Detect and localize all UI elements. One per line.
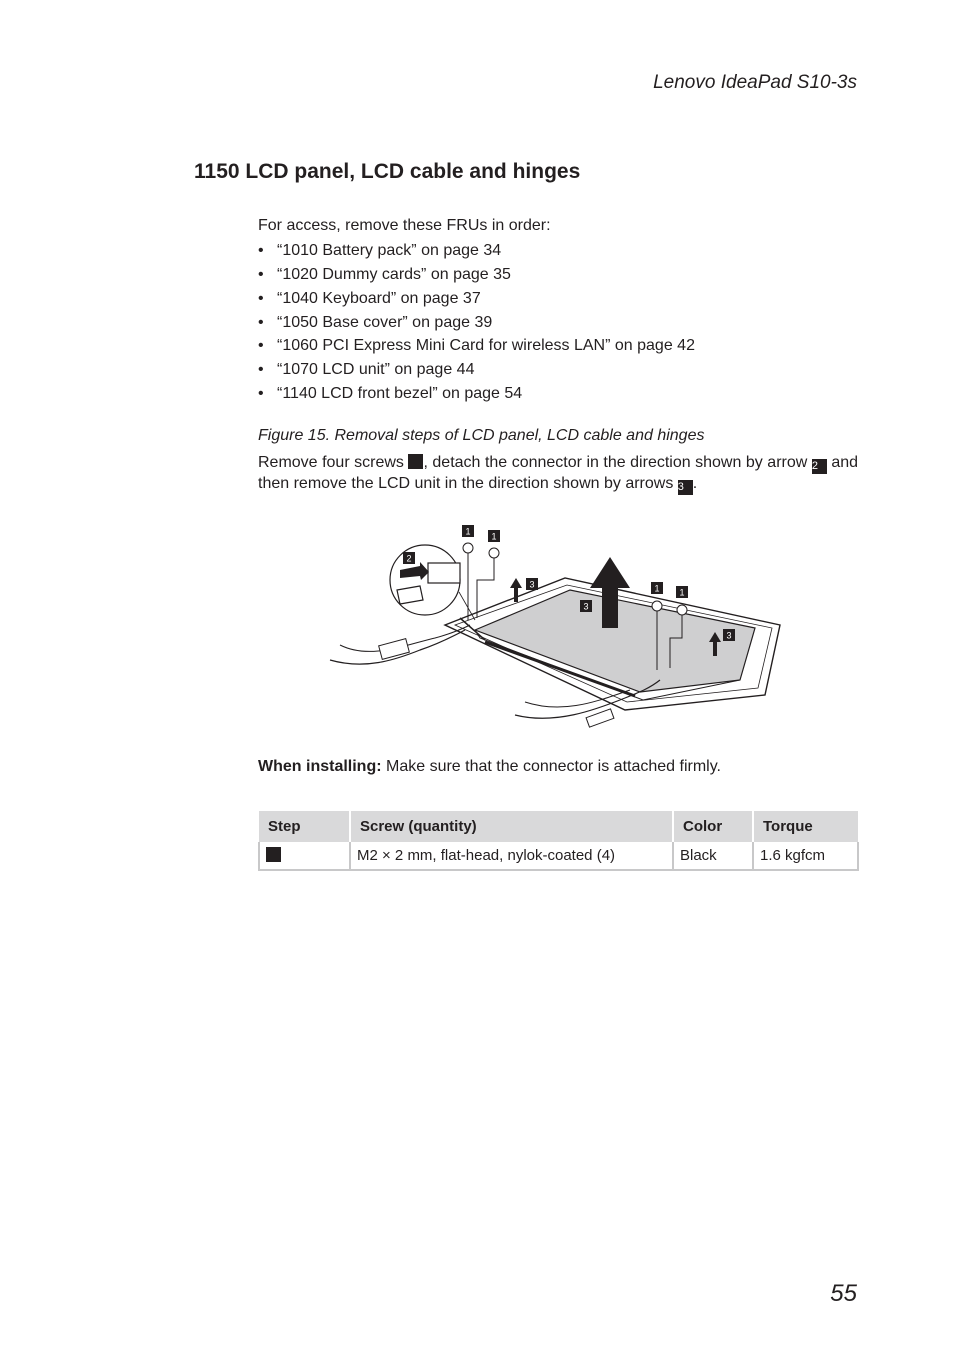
callout-label: 2: [406, 553, 412, 564]
callout-label: 3: [583, 601, 589, 612]
installing-label: When installing:: [258, 758, 382, 775]
screw-icon-left-a: [463, 543, 473, 620]
fru-link-keyboard[interactable]: “1040 Keyboard” on page 37: [277, 289, 481, 307]
fru-link-battery-pack[interactable]: “1010 Battery pack” on page 34: [277, 242, 502, 260]
access-section: [258, 216, 858, 495]
list-item: [258, 358, 858, 382]
instruction-text: Remove four screws: [258, 453, 409, 471]
instruction-text: , detach the connector in the direction shown by arrow: [423, 453, 812, 471]
access-intro: For access, remove these FRUs in order:: [258, 217, 551, 234]
bullet: •: [258, 313, 264, 331]
fru-link-base-cover[interactable]: “1050 Base cover” on page 39: [277, 313, 493, 331]
bullet: •: [258, 265, 264, 283]
instruction-text: and then remove the LCD unit in the direction shown by arrows: [258, 453, 859, 492]
list-item: [258, 334, 858, 358]
callout-label: 1: [679, 587, 685, 598]
column-header-color: Color: [673, 811, 753, 842]
page-number: 55: [830, 1280, 857, 1307]
bullet: •: [258, 384, 264, 402]
fru-link-lcd-front-bezel[interactable]: “1140 LCD front bezel” on page 54: [277, 384, 523, 402]
table-row: [259, 842, 858, 870]
list-item: [258, 382, 858, 406]
callout-label: 1: [465, 526, 471, 537]
removal-instruction: [258, 453, 858, 495]
list-item: [258, 263, 858, 287]
screw-table: [258, 811, 859, 871]
figure-caption: Figure 15. Removal steps of LCD panel, LCD cable and hinges: [258, 426, 705, 444]
list-item: [258, 239, 858, 263]
bullet: •: [258, 289, 264, 307]
callout-3-center: [580, 600, 592, 612]
instruction-text: .: [692, 474, 698, 492]
section-title: 1150 LCD panel, LCD cable and hinges: [194, 160, 581, 183]
installing-note: [258, 758, 721, 776]
callout-1-left-a: [462, 525, 474, 537]
fru-link-dummy-cards[interactable]: “1020 Dummy cards” on page 35: [277, 265, 511, 283]
bullet: •: [258, 337, 264, 355]
bullet: •: [258, 242, 264, 260]
column-header-step: Step: [259, 811, 350, 842]
fru-link-lcd-unit[interactable]: “1070 LCD unit” on page 44: [277, 361, 475, 379]
step-cell: [259, 842, 350, 870]
callout-label: 3: [529, 579, 535, 590]
callout-3-left: [526, 578, 538, 590]
callout-label: 3: [726, 630, 732, 641]
fru-list: [258, 239, 858, 406]
lcd-cable-plug: [586, 709, 614, 727]
list-item: [258, 287, 858, 311]
step-1-marker: [266, 847, 281, 862]
color-cell: Black: [673, 842, 753, 870]
screw-cell: M2 × 2 mm, flat-head, nylok-coated (4): [350, 842, 673, 870]
running-header: Lenovo IdeaPad S10-3s: [653, 72, 857, 93]
column-header-torque: Torque: [753, 811, 858, 842]
callout-3-right: [723, 629, 735, 641]
callout-1-left-b: [488, 530, 500, 542]
torque-cell: 1.6 kgfcm: [753, 842, 858, 870]
callout-label: 1: [491, 531, 497, 542]
connector-socket: [428, 563, 460, 583]
step-2-marker: 2: [812, 459, 827, 474]
step-3-marker: 3: [678, 480, 693, 495]
installing-text: Make sure that the connector is attached firmly.: [381, 758, 721, 775]
callout-2: [403, 552, 415, 564]
lcd-removal-illustration: [325, 520, 785, 735]
column-header-screw: Screw (quantity): [350, 811, 673, 842]
callout-1-right-b: [676, 586, 688, 598]
table-header-row: [259, 811, 858, 842]
callout-label: 1: [654, 583, 660, 594]
step-1-marker: [408, 454, 423, 469]
callout-1-right-a: [651, 582, 663, 594]
bullet: •: [258, 361, 264, 379]
list-item: [258, 311, 858, 335]
fru-link-pci-mini-card[interactable]: “1060 PCI Express Mini Card for wireless LAN” on page 42: [277, 337, 695, 355]
